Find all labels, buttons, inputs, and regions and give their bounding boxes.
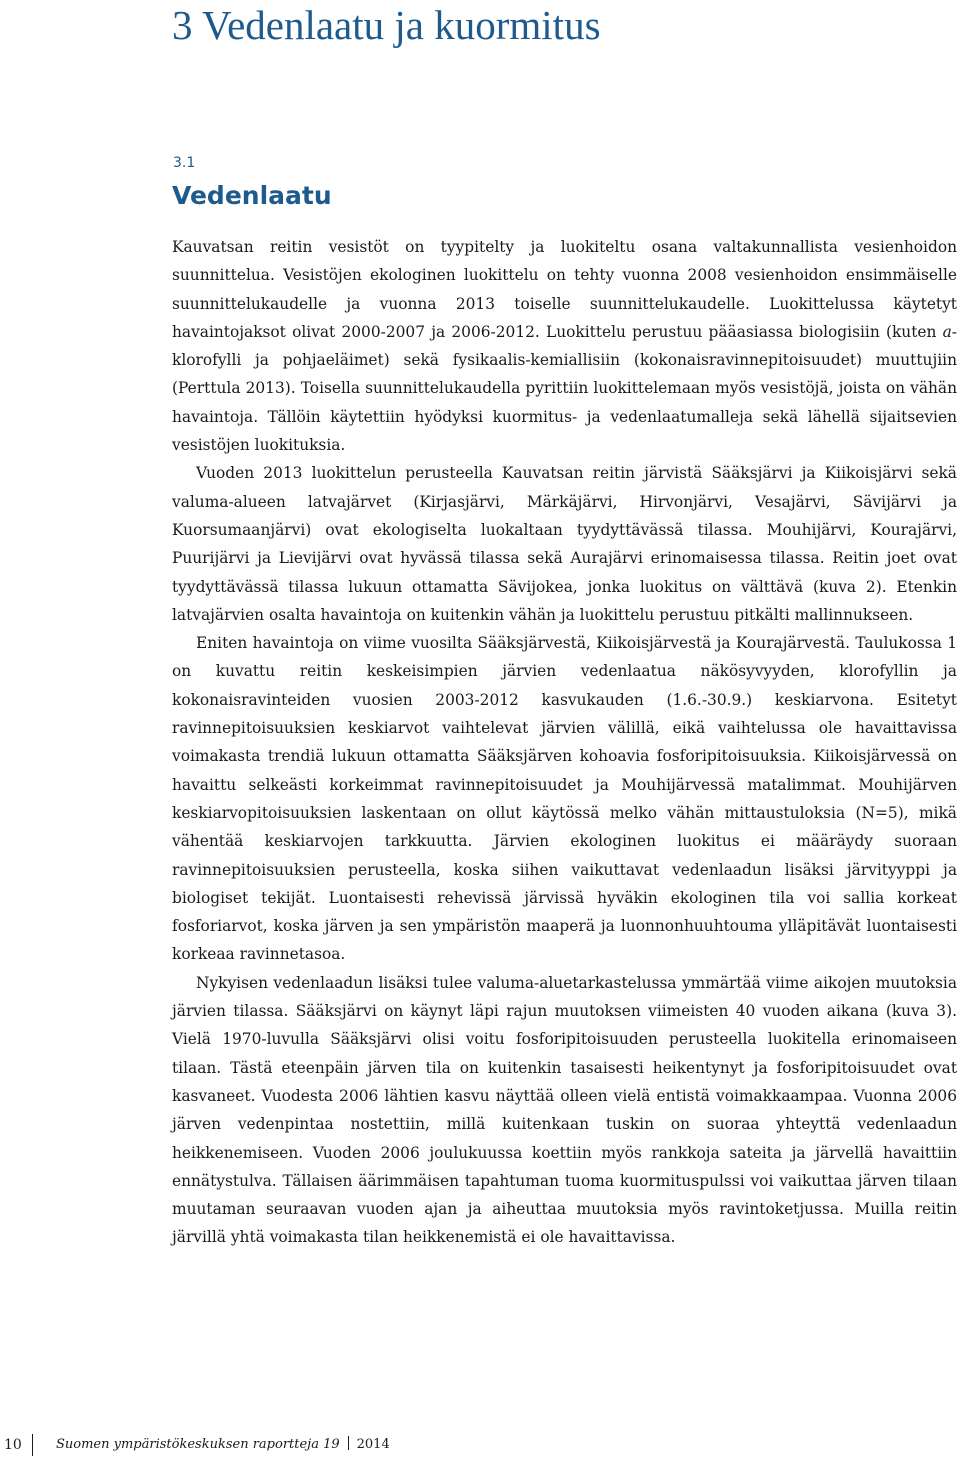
page-number: 10 bbox=[4, 1437, 22, 1453]
section-title: Vedenlaatu bbox=[172, 181, 332, 210]
paragraph-1-text-a: Kauvatsan reitin vesistöt on tyypitelty ja luokiteltu osana valtakunnallista vesienhoidon suunnittelua. Vesistöjen ekologinen luokittelu on tehty vuonna 2008 vesienhoidon ensimmäiselle suunnittelukaudelle ja vuonna 2013 toiselle suunnittelukaudelle. Luokittelussa käytetyt havaintojaksot olivat 2000-2007 ja 2006-2012. Luokittelu perustuu pääasiassa biologisiin (kuten bbox=[172, 238, 957, 341]
footer-series-title: Suomen ympäristökeskuksen raportteja 19 bbox=[56, 1437, 340, 1452]
section-number: 3.1 bbox=[173, 155, 196, 171]
footer-series bbox=[56, 1436, 390, 1454]
footer-separator bbox=[348, 1436, 349, 1450]
paragraph-4: Nykyisen vedenlaadun lisäksi tulee valuma-aluetarkastelussa ymmärtää viime aikojen muutoksia järvien tilassa. Sääksjärvi on käynyt läpi rajun muutoksen viimeisten 40 vuoden aikana (kuva 3). Vielä 1970-luvulla Sääksjärvi olisi voitu fosforipitoisuuden perusteella luokitella erinomaiseen tilaan. Tästä eteenpäin järven tila on kuitenkin tasaisesti heikentynyt ja fosforipitoisuudet ovat kasvaneet. Vuodesta 2006 lähtien kasvu näyttää olleen vielä entistä voimakkaampaa. Vuonna 2006 järven vedenpintaa nostettiin, millä kuitenkaan tuskin on suoraa yhteyttä vedenlaadun heikkenemiseen. Vuoden 2006 joulukuussa koettiin myös rankkoja sateita ja järvellä havaittiin ennätystulva. Tällaisen äärimmäisen tapahtuman tuoma kuormituspulssi voi vaikuttaa järven tilaan muutaman seuraavan vuoden ajan ja aiheuttaa muutoksia myös ravintoketjussa. Muilla reitin järvillä yhtä voimakasta tilan heikkenemistä ei ole havaittavissa. bbox=[172, 973, 957, 1247]
paragraph-1 bbox=[172, 233, 957, 459]
page-footer bbox=[0, 1434, 960, 1460]
paragraph-1-text-b: -klorofylli ja pohjaeläimet) sekä fysikaalis-kemiallisiin (kokonaisravinnepitoisuudet) muuttujiin (Perttula 2013). Toisella suunnittelukaudella pyrittiin luokittelemaan myös vesistöjä, joista on vähän havaintoja. Tällöin käytettiin hyödyksi kuormitus- ja vedenlaatumalleja sekä lähellä sijaitsevien vesistöjen luokituksia. bbox=[172, 322, 957, 455]
chapter-title: 3 Vedenlaatu ja kuormitus bbox=[172, 2, 601, 48]
paragraph-3: Eniten havaintoja on viime vuosilta Sääksjärvestä, Kiikoisjärvestä ja Kourajärvestä. Taulukossa 1 on kuvattu reitin keskeisimpien järvien vedenlaatua näkösyvyyden, klorofyllin ja kokonaisravinteiden vuosien 2003-2012 kasvukauden (1.6.-30.9.) keskiarvona. Esitetyt ravinnepitoisuuksien keskiarvot vaihtelevat järvien välillä, eikä vaihtelussa ole havaittavissa voimakasta trendiä lukuun ottamatta Sääksjärven kohoavia fosforipitoisuuksia. Kiikoisjärvessä on havaittu selkeästi korkeimmat ravinnepitoisuudet ja Mouhijärvessä matalimmat. Mouhijärven keskiarvopitoisuuksien laskentaan on ollut käytössä melko vähän mittaustuloksia (N=5), mikä vähentää keskiarvojen tarkkuutta. Järvien ekologinen luokitus ei määräydy suoraan ravinnepitoisuuksien perusteella, koska siihen vaikuttavat vedenlaadun lisäksi järvityyppi ja biologiset tekijät. Luontaisesti rehevissä järvissä hyväkin ekologinen tila voi sallia korkeat fosforiarvot, koska järven ja sen ympäristön maaperä ja luonnonhuuhtouma ylläpitävät luontaisesti korkeaa ravinnetasoa. bbox=[172, 634, 957, 964]
paragraph-1-italic-a: a bbox=[942, 322, 952, 341]
footer-year: 2014 bbox=[356, 1437, 390, 1452]
body-text bbox=[172, 233, 957, 1252]
footer-divider bbox=[32, 1434, 33, 1456]
paragraph-2: Vuoden 2013 luokittelun perusteella Kauvatsan reitin järvistä Sääksjärvi ja Kiikoisjärvi sekä valuma-alueen latvajärvet (Kirjasjärvi, Märkäjärvi, Hirvonjärvi, Vesajärvi, Sävijärvi ja Kuorsumaanjärvi) ovat ekologiselta luokaltaan tyydyttävässä tilassa. Mouhijärvi, Kourajärvi, Puurijärvi ja Lievijärvi ovat hyvässä tilassa sekä Aurajärvi erinomaisessa tilassa. Reitin joet ovat tyydyttävässä tilassa lukuun ottamatta Sävijokea, jonka luokitus on välttävä (kuva 2). Etenkin latvajärvien osalta havaintoja on kuitenkin vähän ja luokittelu perustuu pitkälti mallinnukseen. bbox=[172, 464, 957, 624]
